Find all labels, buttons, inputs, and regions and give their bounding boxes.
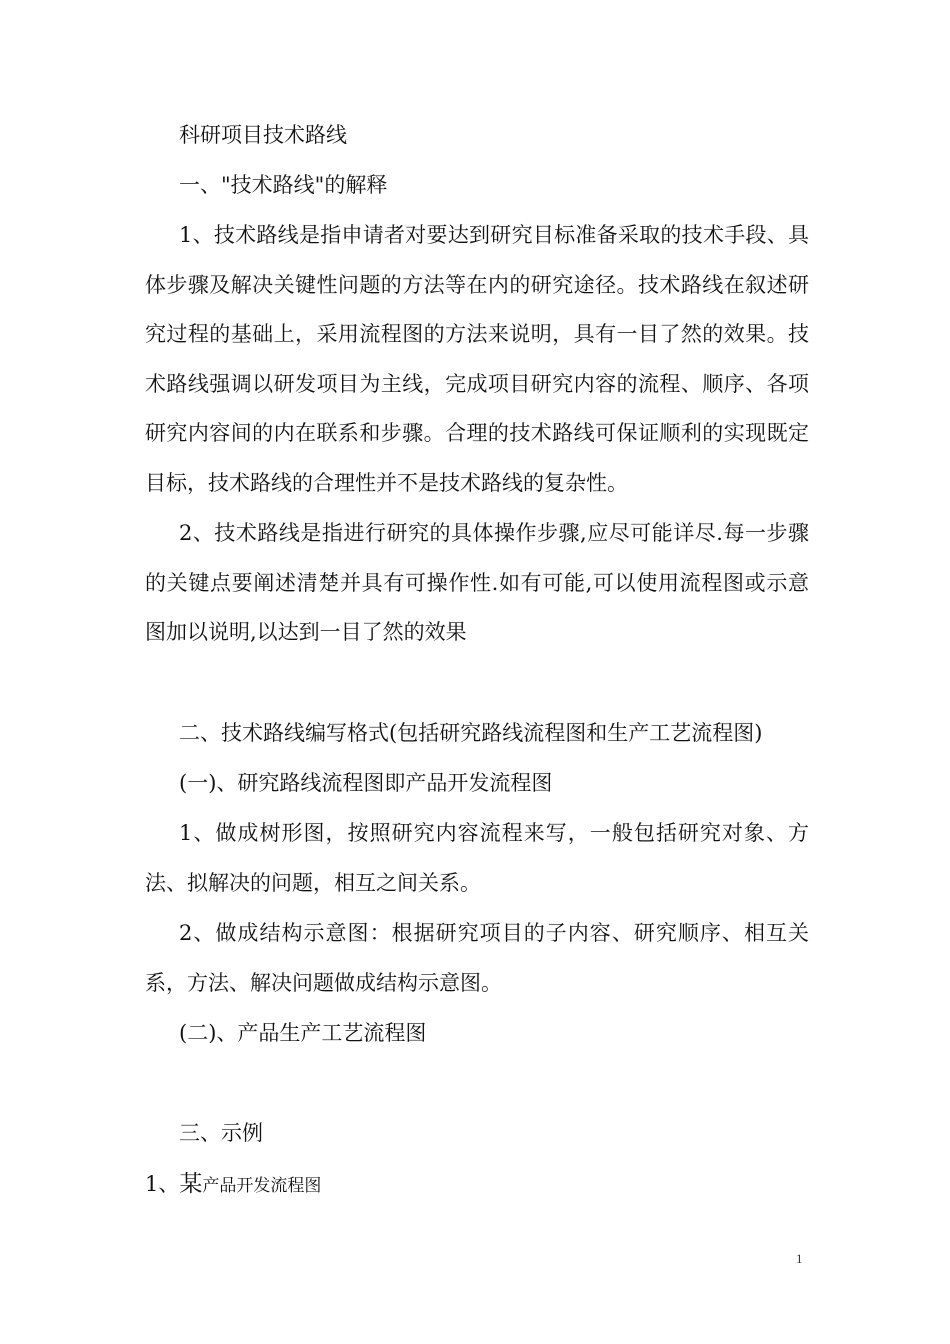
section2-heading: 二、技术路线编写格式(包括研究路线流程图和生产工艺流程图) <box>179 721 763 745</box>
example-caption <box>145 1168 321 1202</box>
document-title: 科研项目技术路线 <box>179 123 347 147</box>
section2-subheading-2: (二)、产品生产工艺流程图 <box>179 1021 427 1045</box>
example-caption-prefix: 某 <box>179 1171 203 1197</box>
section1-paragraph-1: 1、技术路线是指申请者对要达到研究目标准备采取的技术手段、具体步骤及解决关键性问题的方法等在内的研究途径。技术路线在叙述研究过程的基础上，采用流程图的方法来说明，具有一目了然的效果。技术路线强调以研发项目为主线，完成项目研究内容的流程、顺序、各项研究内容间的内在联系和步骤。合理的技术路线可保证顺利的实现既定目标，技术路线的合理性并不是技术路线的复杂性。 <box>145 223 809 495</box>
section1-paragraph-2: 2、技术路线是指进行研究的具体操作步骤,应尽可能详尽.每一步骤的关键点要阐述清楚并具有可操作性.如有可能,可以使用流程图或示意图加以说明,以达到一目了然的效果 <box>145 521 809 644</box>
example-number: 1、 <box>145 1172 180 1196</box>
page-number: 1 <box>796 1251 803 1266</box>
section1-heading: 一、"技术路线"的解释 <box>179 173 388 197</box>
section2-paragraph-2: 2、做成结构示意图：根据研究项目的子内容、研究顺序、相互关系，方法、解决问题做成结构示意图。 <box>145 921 809 995</box>
section3-heading: 三、示例 <box>179 1121 263 1145</box>
example-caption-text: 产品开发流程图 <box>202 1176 322 1196</box>
section2-subheading-1: (一)、研究路线流程图即产品开发流程图 <box>179 771 553 795</box>
section2-paragraph-1: 1、做成树形图，按照研究内容流程来写，一般包括研究对象、方法、拟解决的问题，相互之间关系。 <box>145 821 809 895</box>
